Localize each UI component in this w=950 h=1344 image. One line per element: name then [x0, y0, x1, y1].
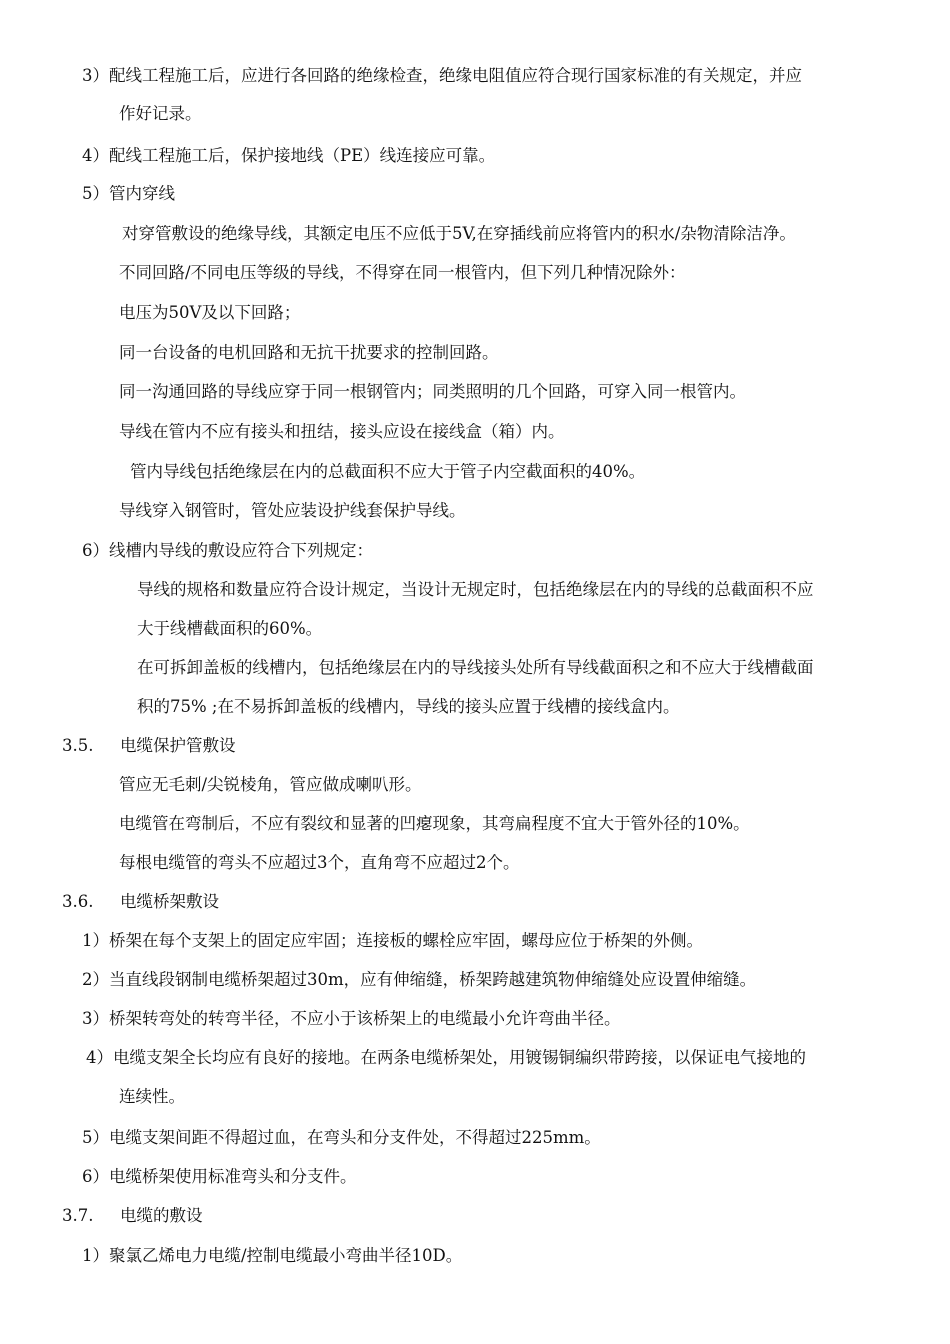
text-line: 5）电缆支架间距不得超过血，在弯头和分支件处，不得超过225mm。 [82, 1128, 601, 1147]
section-title: 电缆桥架敷设 [120, 892, 219, 911]
section-heading [62, 736, 236, 756]
section-number: 3.7. [62, 1206, 94, 1225]
text-line: 6）线槽内导线的敷设应符合下列规定： [82, 541, 373, 560]
text-line: 积的75% ;在不易拆卸盖板的线槽内，导线的接头应置于线槽的接线盒内。 [137, 697, 680, 716]
section-title: 电缆的敷设 [120, 1206, 203, 1225]
section-heading [62, 1206, 203, 1226]
text-line: 1）桥架在每个支架上的固定应牢固；连接板的螺栓应牢固，螺母应位于桥架的外侧。 [82, 931, 703, 950]
text-line: 每根电缆管的弯头不应超过3个，直角弯不应超过2个。 [119, 853, 520, 872]
text-line: 在可拆卸盖板的线槽内，包括绝缘层在内的导线接头处所有导线截面积之和不应大于线槽截面 [137, 658, 814, 677]
text-line: 同一沟通回路的导线应穿于同一根钢管内；同类照明的几个回路，可穿入同一根管内。 [119, 382, 746, 401]
text-line: 导线穿入钢管时，管处应装设护线套保护导线。 [119, 501, 466, 520]
text-line: 电缆管在弯制后，不应有裂纹和显著的凹瘪现象，其弯扁程度不宜大于管外径的10%。 [119, 814, 750, 833]
text-line: 导线在管内不应有接头和扭结，接头应设在接线盒（箱）内。 [119, 422, 565, 441]
text-line: 5）管内穿线 [82, 184, 175, 203]
text-line: 电压为50V及以下回路； [119, 303, 301, 322]
text-line: 导线的规格和数量应符合设计规定，当设计无规定时，包括绝缘层在内的导线的总截面积不应 [137, 580, 814, 599]
text-line: 连续性。 [119, 1087, 185, 1106]
section-title: 电缆保护管敷设 [120, 736, 236, 755]
text-line: 同一台设备的电机回路和无抗干扰要求的控制回路。 [119, 343, 499, 362]
text-line: 管内导线包括绝缘层在内的总截面积不应大于管子内空截面积的40%。 [130, 462, 646, 481]
section-heading [62, 892, 219, 912]
text-line: 不同回路/不同电压等级的导线，不得穿在同一根管内，但下列几种情况除外： [119, 263, 686, 282]
text-line: 大于线槽截面积的60%。 [137, 619, 323, 638]
section-number: 3.5. [62, 736, 94, 755]
text-line: 4）配线工程施工后，保护接地线（PE）线连接应可靠。 [82, 146, 496, 165]
text-line: 作好记录。 [119, 104, 202, 123]
text-line: 4）电缆支架全长均应有良好的接地。在两条电缆桥架处，用镀锡铜编织带跨接，以保证电气接地的 [86, 1048, 806, 1067]
text-line: 管应无毛刺/尖锐棱角，管应做成喇叭形。 [119, 775, 422, 794]
text-line: 对穿管敷设的绝缘导线，其额定电压不应低于5V,在穿插线前应将管内的积水/杂物清除洁净。 [122, 224, 796, 243]
text-line: 3）配线工程施工后，应进行各回路的绝缘检查，绝缘电阻值应符合现行国家标准的有关规定，并应 [82, 66, 802, 85]
text-line: 2）当直线段钢制电缆桥架超过30m，应有伸缩缝，桥架跨越建筑物伸缩缝处应设置伸缩缝。 [82, 970, 757, 989]
text-line: 1）聚氯乙烯电力电缆/控制电缆最小弯曲半径10D。 [82, 1246, 463, 1265]
text-line: 3）桥架转弯处的转弯半径，不应小于该桥架上的电缆最小允许弯曲半径。 [82, 1009, 621, 1028]
section-number: 3.6. [62, 892, 94, 911]
text-line: 6）电缆桥架使用标准弯头和分支件。 [82, 1167, 357, 1186]
